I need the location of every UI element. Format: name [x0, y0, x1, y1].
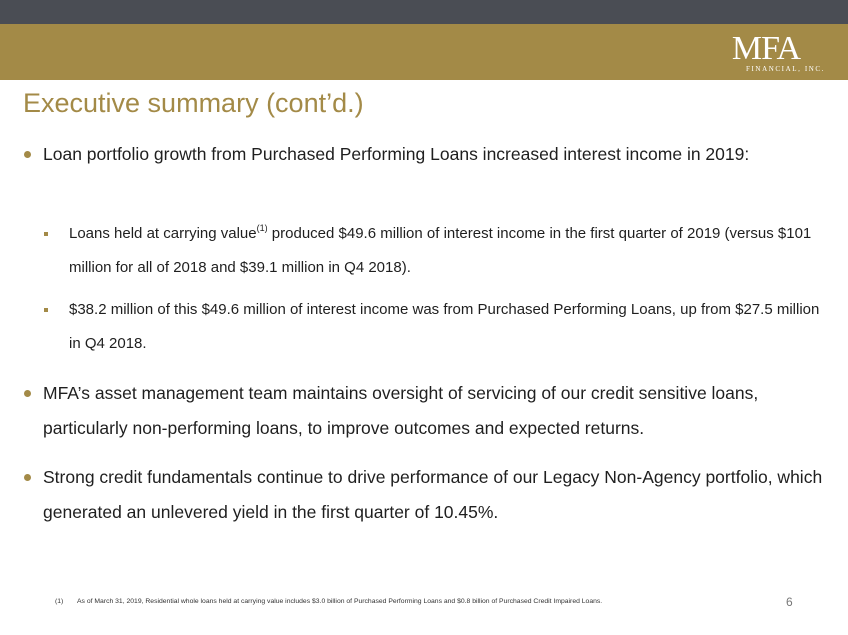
top-bar [0, 0, 848, 24]
footnote-reference: (1) [256, 223, 268, 233]
mfa-logo [706, 30, 826, 74]
footnote-mark: (1) [55, 598, 64, 605]
bullet-text: Loan portfolio growth from Purchased Performing Loans increased interest income in 2019: [43, 144, 750, 164]
bullet-dot-icon [24, 151, 31, 158]
bullet-credit-fundamentals [24, 460, 824, 530]
page-number: 6 [786, 595, 793, 609]
page-title: Executive summary (cont’d.) [23, 88, 364, 118]
sub-bullet-carrying-value [44, 217, 826, 285]
sub-bullet-text-end: produced $49.6 million of interest income in the first quarter of 2019 (versus $101 million for all of 2018 and $39.1 million in Q4 2018). [69, 225, 812, 276]
sub-bullet-purchased-performing [44, 293, 826, 361]
bullet-text: Strong credit fundamentals continue to drive performance of our Legacy Non-Agency portfolio, which generated an unlevered yield in the first quarter of 10.45%. [43, 467, 823, 522]
sub-bullet-square-icon [44, 232, 48, 236]
bullet-text: MFA’s asset management team maintains oversight of servicing of our credit sensitive loans, particularly non-performing loans, to improve outcomes and expected returns. [43, 383, 759, 438]
bullet-dot-icon [24, 474, 31, 481]
bullet-asset-management [24, 376, 824, 446]
logo-main-text: MFA [731, 30, 801, 67]
bullet-dot-icon [24, 390, 31, 397]
footnote-text: As of March 31, 2019, Residential whole loans held at carrying value includes $3.0 billion of Purchased Performing Loans and $0.8 billion of Purchased Credit Impaired Loans. [77, 598, 603, 605]
footnote [55, 598, 775, 605]
sub-bullet-text [44, 217, 826, 285]
bullet-loan-portfolio [24, 137, 824, 172]
sub-bullet-text: $38.2 million of this $49.6 million of interest income was from Purchased Performing Loans, up from $27.5 million in Q4 2018. [69, 301, 820, 352]
sub-bullet-square-icon [44, 308, 48, 312]
sub-bullet-text-start: Loans held at carrying value [69, 225, 257, 242]
logo-sub-text: FINANCIAL, INC. [746, 65, 826, 73]
